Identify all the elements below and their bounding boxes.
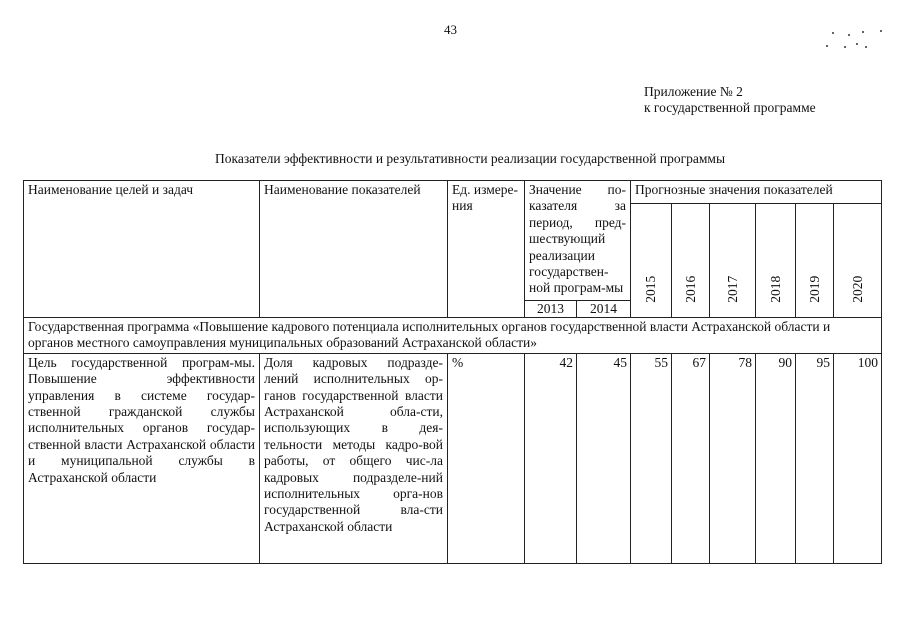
table-row — [24, 353, 882, 563]
value-2018: 90 — [756, 353, 796, 563]
year-label: 2018 — [767, 275, 783, 303]
header-indicators: Наименование показателей — [260, 181, 448, 318]
appendix-line-1: Приложение № 2 — [644, 84, 743, 99]
unit-cell: % — [448, 353, 525, 563]
header-year-2015 — [631, 204, 672, 318]
scan-noise-marks — [820, 26, 890, 50]
header-year-2017 — [710, 204, 756, 318]
goal-cell: Цель государственной програм-мы. Повышение эффективности управления в системе государ-ственной гражданской службы исполнительных органов государ-ственной власти Астраханской области и муниципальной службы в Астраханской области — [24, 353, 260, 563]
header-year-2016 — [672, 204, 710, 318]
value-2020: 100 — [834, 353, 882, 563]
year-label: 2019 — [806, 275, 822, 303]
header-year-2014: 2014 — [577, 300, 631, 317]
header-year-2013: 2013 — [525, 300, 577, 317]
appendix-note — [644, 84, 816, 116]
year-label: 2016 — [682, 275, 698, 303]
page-number: 43 — [444, 22, 457, 37]
header-year-2019 — [796, 204, 834, 318]
header-year-2020 — [834, 204, 882, 318]
header-value-prior: Значение по-казателя за период, пред-шествующий реализации государствен-ной програм-мы — [525, 181, 631, 301]
value-2013: 42 — [525, 353, 577, 563]
value-2019: 95 — [796, 353, 834, 563]
value-2017: 78 — [710, 353, 756, 563]
header-year-2018 — [756, 204, 796, 318]
header-forecast: Прогнозные значения показателей — [631, 181, 882, 204]
header-goals: Наименование целей и задач — [24, 181, 260, 318]
value-2014: 45 — [577, 353, 631, 563]
year-label: 2015 — [642, 275, 658, 303]
document-title: Показатели эффективности и результативности реализации государственной программы — [214, 151, 726, 166]
value-2015: 55 — [631, 353, 672, 563]
program-title-row: Государственная программа «Повышение кадрового потенциала исполнительных органов государственной власти Астраханской области и органов местного самоуправления муниципальных образований Астраханской области» — [24, 318, 882, 354]
indicators-table — [23, 180, 882, 564]
year-label: 2020 — [849, 275, 865, 303]
appendix-line-2: к государственной программе — [644, 100, 816, 115]
indicator-cell: Доля кадровых подразде-лений исполнительных ор-ганов государственной власти Астраханской обла-сти, использующих в дея-тельности методы кадро-вой работы, от общего чис-ла кадровых подразделе-ний исполнительных орга-нов государственной вла-сти Астраханской области — [260, 353, 448, 563]
year-label: 2017 — [724, 275, 740, 303]
value-2016: 67 — [672, 353, 710, 563]
header-unit: Ед. измере-ния — [448, 181, 525, 318]
